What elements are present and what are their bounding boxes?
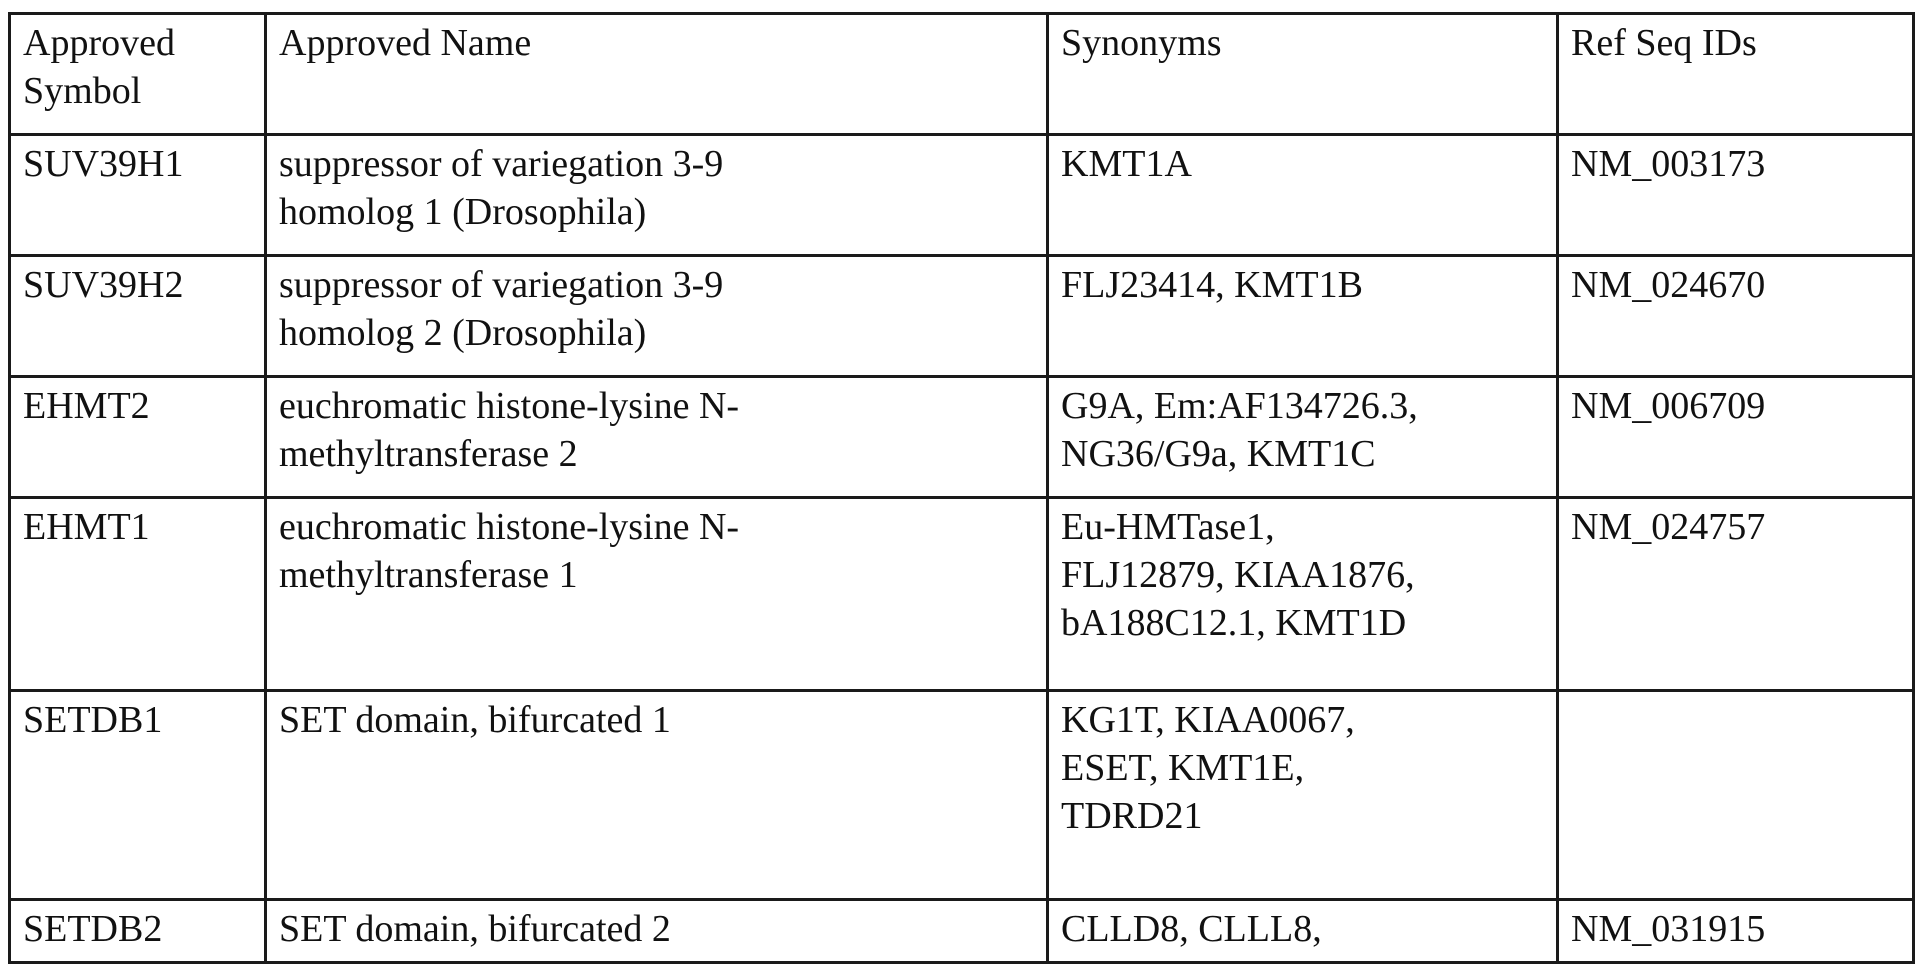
name-text: suppressor of variegation 3-9 <box>279 264 724 306</box>
synonyms-text: FLJ12879, KIAA1876, <box>1061 554 1415 596</box>
header-text: Ref Seq IDs <box>1571 22 1757 64</box>
cell-synonyms <box>1048 498 1558 691</box>
header-row <box>10 14 1914 135</box>
symbol-text: EHMT2 <box>23 385 150 427</box>
cell-refseq <box>1558 256 1914 377</box>
header-text: Synonyms <box>1061 22 1222 64</box>
symbol-text: EHMT1 <box>23 506 150 548</box>
cell-name <box>266 691 1048 900</box>
cell-symbol <box>10 377 266 498</box>
header-approved-symbol <box>10 14 266 135</box>
cell-symbol <box>10 691 266 900</box>
synonyms-text: bA188C12.1, KMT1D <box>1061 602 1407 644</box>
name-text: euchromatic histone-lysine N- <box>279 385 740 427</box>
header-text: Approved Name <box>279 22 532 64</box>
cell-synonyms <box>1048 900 1558 963</box>
refseq-text: NM_006709 <box>1571 385 1766 427</box>
name-text: homolog 2 (Drosophila) <box>279 312 647 354</box>
synonyms-text: KMT1A <box>1061 143 1192 185</box>
header-synonyms <box>1048 14 1558 135</box>
cell-synonyms <box>1048 691 1558 900</box>
name-text: homolog 1 (Drosophila) <box>279 191 647 233</box>
header-text: Symbol <box>23 70 142 112</box>
name-text: SET domain, bifurcated 1 <box>279 699 671 741</box>
cell-name <box>266 498 1048 691</box>
synonyms-text: TDRD21 <box>1061 795 1203 837</box>
synonyms-text: NG36/G9a, KMT1C <box>1061 433 1376 475</box>
refseq-text: NM_024670 <box>1571 264 1766 306</box>
refseq-text: NM_024757 <box>1571 506 1766 548</box>
cell-synonyms <box>1048 135 1558 256</box>
synonyms-text: ESET, KMT1E, <box>1061 747 1305 789</box>
table-row <box>10 135 1914 256</box>
table-row <box>10 691 1914 900</box>
cell-name <box>266 135 1048 256</box>
cell-name <box>266 377 1048 498</box>
cell-synonyms <box>1048 256 1558 377</box>
symbol-text: SUV39H2 <box>23 264 184 306</box>
cell-symbol <box>10 256 266 377</box>
table-row <box>10 377 1914 498</box>
table-row <box>10 900 1914 963</box>
cell-refseq <box>1558 377 1914 498</box>
cell-refseq <box>1558 135 1914 256</box>
synonyms-text: KG1T, KIAA0067, <box>1061 699 1355 741</box>
cell-symbol <box>10 135 266 256</box>
symbol-text: SUV39H1 <box>23 143 184 185</box>
header-text: Approved <box>23 22 175 64</box>
table-row <box>10 498 1914 691</box>
name-text: euchromatic histone-lysine N- <box>279 506 740 548</box>
name-text: methyltransferase 2 <box>279 433 578 475</box>
cell-refseq <box>1558 900 1914 963</box>
symbol-text: SETDB1 <box>23 699 163 741</box>
synonyms-text: FLJ23414, KMT1B <box>1061 264 1363 306</box>
cell-name <box>266 900 1048 963</box>
refseq-text: NM_031915 <box>1571 908 1766 950</box>
refseq-text: NM_003173 <box>1571 143 1766 185</box>
name-text: methyltransferase 1 <box>279 554 578 596</box>
cell-name <box>266 256 1048 377</box>
header-ref-seq-ids <box>1558 14 1914 135</box>
symbol-text: SETDB2 <box>23 908 163 950</box>
name-text: suppressor of variegation 3-9 <box>279 143 724 185</box>
synonyms-text: CLLD8, CLLL8, <box>1061 908 1322 950</box>
name-text: SET domain, bifurcated 2 <box>279 908 671 950</box>
cell-refseq <box>1558 498 1914 691</box>
gene-table <box>8 12 1915 964</box>
table-row <box>10 256 1914 377</box>
synonyms-text: G9A, Em:AF134726.3, <box>1061 385 1418 427</box>
cell-synonyms <box>1048 377 1558 498</box>
cell-symbol <box>10 498 266 691</box>
cell-symbol <box>10 900 266 963</box>
synonyms-text: Eu-HMTase1, <box>1061 506 1275 548</box>
cell-refseq <box>1558 691 1914 900</box>
header-approved-name <box>266 14 1048 135</box>
